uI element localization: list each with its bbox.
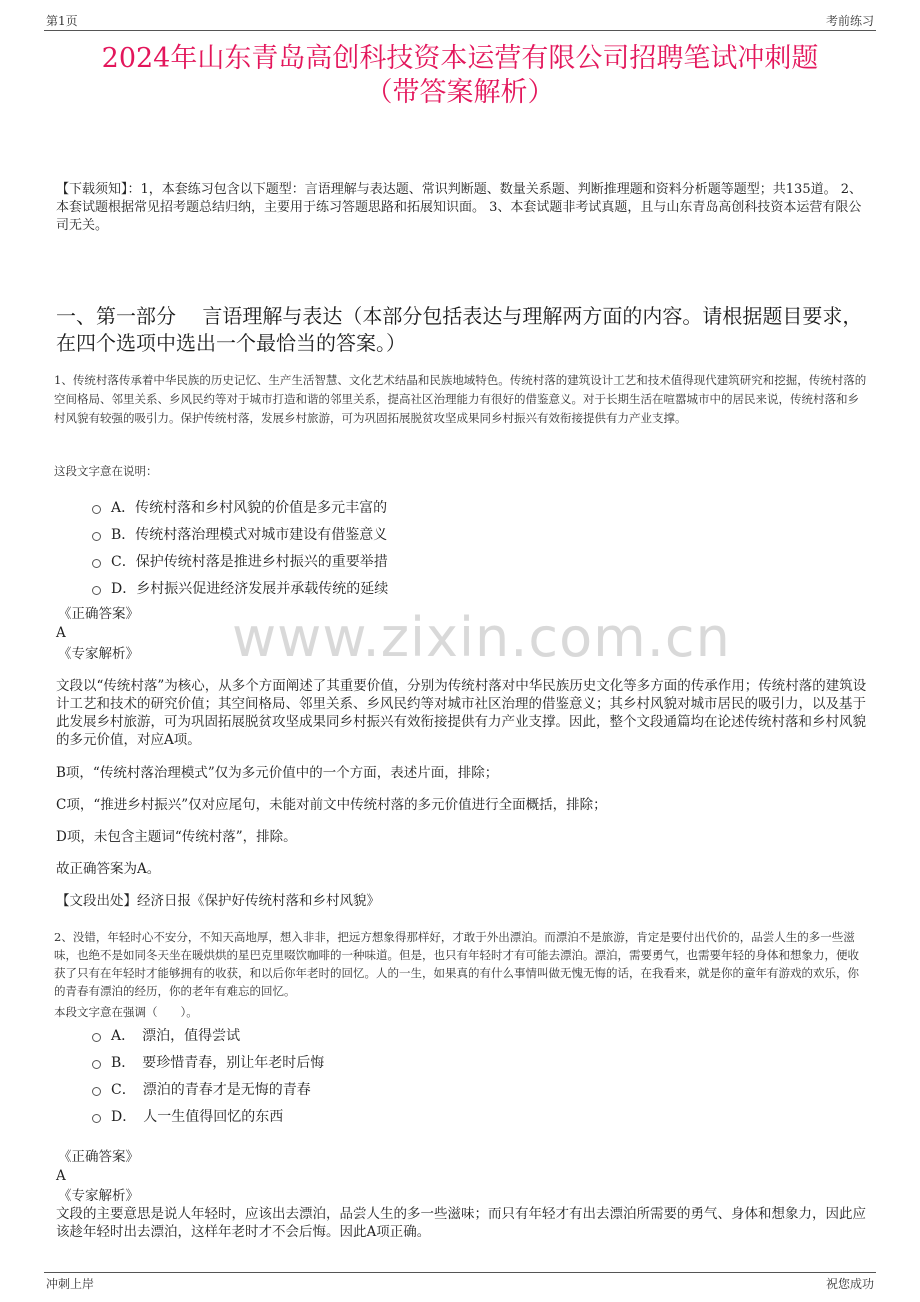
option-b[interactable] [92, 1048, 324, 1075]
page-header [44, 10, 876, 31]
question-1-options [92, 493, 388, 601]
answer-value: A [56, 625, 66, 641]
answer-value: A [56, 1168, 66, 1184]
option-label: B． 要珍惜青春，别让年老时后悔 [111, 1054, 325, 1071]
section-heading: 一、第一部分 言语理解与表达（本部分包括表达与理解两方面的内容。请根据题目要求，在四个选项中选出一个最恰当的答案。） [56, 304, 863, 355]
title-line-2: （带答案解析） [365, 77, 555, 108]
radio-icon[interactable] [92, 1033, 101, 1042]
analysis-conclusion: 故正确答案为A。 [56, 861, 161, 877]
watermark: www.zixin.com.cn [232, 606, 731, 669]
radio-icon[interactable] [92, 1114, 101, 1123]
radio-icon[interactable] [92, 1087, 101, 1096]
option-d[interactable] [92, 574, 388, 601]
option-label: A．传统村落和乡村风貌的价值是多元丰富的 [111, 499, 388, 516]
radio-icon[interactable] [92, 586, 101, 595]
source-citation: 【文段出处】经济日报《保护好传统村落和乡村风貌》 [56, 893, 380, 909]
radio-icon[interactable] [92, 532, 101, 541]
analysis-paragraph: B项，“传统村落治理模式”仅为多元价值中的一个方面，表述片面，排除； [56, 765, 499, 781]
option-a[interactable] [92, 493, 388, 520]
option-label: C． 漂泊的青春才是无悔的青春 [111, 1081, 311, 1098]
analysis-paragraph: 文段以“传统村落”为核心，从多个方面阐述了其重要价值，分别为传统村落对中华民族历史文化等多方面的传承作用；传统村落的建筑设计工艺和技术的研究价值；其空间格局、邻里关系、乡风民约等对城市社区治理的借鉴意义；其乡村风貌对城市居民的吸引力，以及基于此发展乡村旅游，可为巩固拓展脱贫攻坚成果同乡村振兴有效衔接提供有力产业支撑。因此，整个文段通篇均在论述传统村落和乡村风貌的多元价值，对应A项。 [56, 678, 867, 748]
option-label: C．保护传统村落是推进乡村振兴的重要举措 [111, 553, 388, 570]
analysis-label: 《专家解析》 [58, 1188, 139, 1204]
option-c[interactable] [92, 547, 388, 574]
question-1-text: 1、传统村落传承着中华民族的历史记忆、生产生活智慧、文化艺术结晶和民族地域特色。传统村落的建筑设计工艺和技术值得现代建筑研究和挖掘，传统村落的空间格局、邻里关系、乡风民约等对于城市打造和谐的邻里关系，提高社区治理能力有很好的借鉴意义。对于长期生活在喧嚣城市中的居民来说，传统村落和乡村风貌有较强的吸引力。保护传统村落，发展乡村旅游，可为巩固拓展脱贫攻坚成果同乡村振兴有效衔接提供有力产业支撑。 [54, 373, 867, 425]
question-2-text: 2、没错，年轻时心不安分，不知天高地厚，想入非非，把远方想象得那样好，才敢于外出漂泊。而漂泊不是旅游，肯定是要付出代价的，品尝人生的多一些滋味，也绝不是如同冬天坐在暖烘烘的星巴克里啜饮咖啡的一种味道。但是，也只有年轻时才有可能去漂泊。漂泊，需要勇气，也需要年轻的身体和想象力，便收获了只有在年轻时才能够拥有的收获，和以后你年老时的回忆。人的一生，如果真的有什么事情叫做无愧无悔的话，在我看来，就是你的童年有游戏的欢乐，你的青春有漂泊的经历，你的老年有难忘的回忆。 [54, 930, 859, 998]
option-c[interactable] [92, 1075, 324, 1102]
option-a[interactable] [92, 1021, 324, 1048]
question-1-stem: 这段文字意在说明： [54, 464, 158, 478]
analysis-label: 《专家解析》 [58, 646, 139, 662]
header-label: 考前练习 [825, 14, 874, 28]
option-label: B．传统村落治理模式对城市建设有借鉴意义 [111, 526, 388, 543]
page-number: 第1页 [46, 14, 78, 28]
analysis-paragraph: 文段的主要意思是说人年轻时，应该出去漂泊，品尝人生的多一些滋味；而只有年轻才有出去漂泊所需要的勇气、身体和想象力，因此应该趁年轻时出去漂泊，这样年老时才不会后悔。因此A项正确。 [56, 1206, 866, 1240]
answer-label: 《正确答案》 [58, 1149, 139, 1165]
question-2-stem: 本段文字意在强调（ ）。 [54, 1005, 198, 1019]
download-notice: 【下载须知】：1，本套练习包含以下题型：言语理解与表达题、常识判断题、数量关系题、判断推理题和资料分析题等题型；共135道。 2、本套试题根据常见招考题总结归纳，主要用于练习答题思路和拓展知识面。 3、本套试题非考试真题，且与山东青岛高创科技资本运营有限公司无关。 [56, 182, 862, 233]
question-2-options [92, 1021, 324, 1129]
page-footer [44, 1272, 876, 1293]
option-label: D． 人一生值得回忆的东西 [111, 1108, 284, 1125]
radio-icon[interactable] [92, 559, 101, 568]
option-d[interactable] [92, 1102, 324, 1129]
footer-right: 祝您成功 [825, 1277, 874, 1291]
option-b[interactable] [92, 520, 388, 547]
option-label: A． 漂泊，值得尝试 [111, 1027, 241, 1044]
footer-left: 冲刺上岸 [46, 1277, 95, 1291]
analysis-paragraph: D项，未包含主题词“传统村落”，排除。 [56, 829, 297, 845]
answer-label: 《正确答案》 [58, 606, 139, 622]
document-title [40, 42, 880, 110]
analysis-paragraph: C项，“推进乡村振兴”仅对应尾句，未能对前文中传统村落的多元价值进行全面概括，排除； [56, 797, 607, 813]
title-line-1: 2024年山东青岛高创科技资本运营有限公司招聘笔试冲刺题 [101, 43, 819, 74]
radio-icon[interactable] [92, 505, 101, 514]
radio-icon[interactable] [92, 1060, 101, 1069]
option-label: D．乡村振兴促进经济发展并承载传统的延续 [111, 580, 389, 597]
